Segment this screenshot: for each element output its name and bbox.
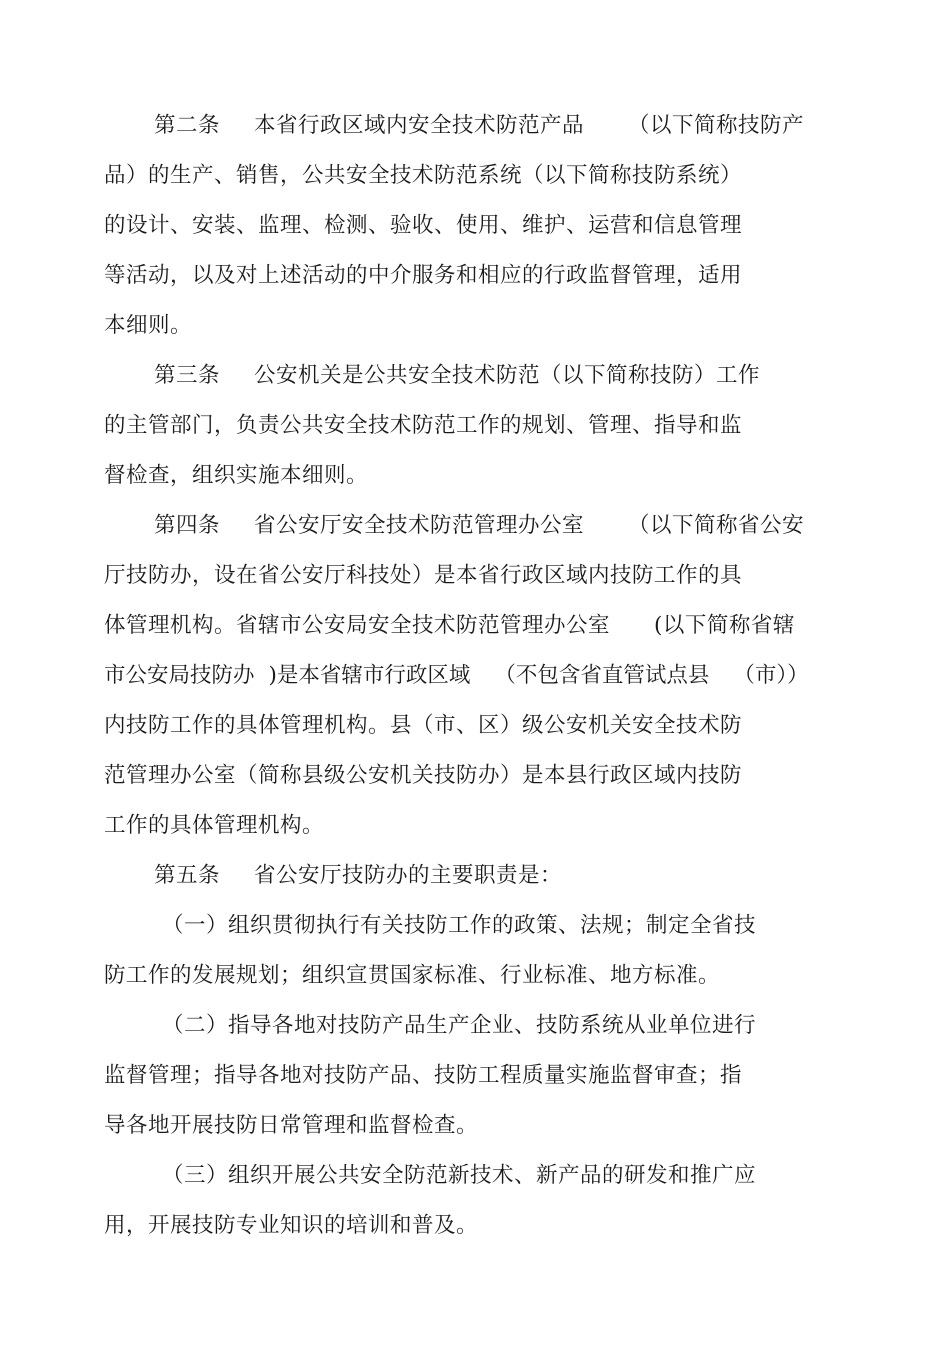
article-number: 第五条: [154, 863, 221, 888]
paragraph-line: [154, 512, 804, 540]
text-segment: 本省行政区域内安全技术防范产品: [254, 113, 585, 138]
paragraph-line: [104, 1062, 742, 1090]
paragraph-line: [154, 862, 562, 890]
paragraph-line: [104, 812, 324, 840]
paragraph-line: [104, 1112, 478, 1140]
text-segment: 本细则。: [104, 313, 193, 338]
text-segment: （以下简称技防产: [628, 113, 805, 138]
paragraph-line: [162, 912, 756, 940]
paragraph-line: [104, 162, 742, 190]
text-segment: （一）组织贯彻执行有关技防工作的政策、法规；制定全省技: [162, 913, 757, 938]
paragraph-line: [104, 562, 742, 590]
text-segment: 公安机关是公共安全技术防范（以下简称技防）工作: [254, 363, 761, 388]
text-segment: （三）组织开展公共安全防范新技术、新产品的研发和推广应: [162, 1163, 757, 1188]
text-segment: （二）指导各地对技防产品生产企业、技防系统从业单位进行: [162, 1013, 757, 1038]
text-segment: 省公安厅安全技术防范管理办公室: [254, 513, 585, 538]
text-segment: (以下简称省辖: [654, 613, 795, 638]
paragraph-line: [162, 1162, 756, 1190]
article-number: 第二条: [154, 113, 221, 138]
text-segment: 防工作的发展规划；组织宣贯国家标准、行业标准、地方标准。: [104, 963, 721, 988]
paragraph-line: [104, 412, 742, 440]
paragraph-line: [154, 112, 804, 140]
text-segment: （以下简称省公安: [628, 513, 805, 538]
text-segment: 市公安局技防办: [104, 663, 255, 688]
paragraph-line: [104, 262, 742, 290]
paragraph-line: [104, 462, 368, 490]
text-segment: 等活动，以及对上述活动的中介服务和相应的行政监督管理，适用: [104, 263, 743, 288]
text-segment: )是本省辖市行政区域: [268, 663, 471, 688]
text-segment: 监督管理；指导各地对技防产品、技防工程质量实施监督审查；指: [104, 1063, 743, 1088]
text-segment: 范管理办公室（简称县级公安机关技防办）是本县行政区域内技防: [104, 763, 743, 788]
text-segment: 品）的生产、销售，公共安全技术防范系统（以下简称技防系统）: [104, 163, 743, 188]
text-segment: 督检查，组织实施本细则。: [104, 463, 369, 488]
text-segment: （市））: [733, 663, 809, 688]
paragraph-line: [154, 362, 760, 390]
text-segment: 内技防工作的具体管理机构。县（市、区）级公安机关安全技术防: [104, 713, 743, 738]
text-segment: 工作的具体管理机构。: [104, 813, 325, 838]
text-segment: 用，开展技防专业知识的培训和普及。: [104, 1213, 479, 1238]
paragraph-line: [104, 212, 742, 240]
paragraph-line: [104, 612, 795, 640]
paragraph-line: [104, 662, 809, 690]
paragraph-line: [104, 962, 720, 990]
text-segment: 的主管部门，负责公共安全技术防范工作的规划、管理、指导和监: [104, 413, 743, 438]
text-segment: 的设计、安装、监理、检测、验收、使用、维护、运营和信息管理: [104, 213, 743, 238]
text-segment: （不包含省直管试点县: [494, 663, 710, 688]
paragraph-line: [104, 712, 742, 740]
text-segment: 体管理机构。省辖市公安局安全技术防范管理办公室: [104, 613, 611, 638]
article-number: 第四条: [154, 513, 221, 538]
article-number: 第三条: [154, 363, 221, 388]
text-segment: 省公安厅技防办的主要职责是：: [254, 863, 563, 888]
paragraph-line: [104, 312, 192, 340]
paragraph-line: [162, 1012, 756, 1040]
text-segment: 厅技防办，设在省公安厅科技处）是本省行政区域内技防工作的具: [104, 563, 743, 588]
paragraph-line: [104, 762, 742, 790]
text-segment: 导各地开展技防日常管理和监督检查。: [104, 1113, 479, 1138]
paragraph-line: [104, 1212, 478, 1240]
